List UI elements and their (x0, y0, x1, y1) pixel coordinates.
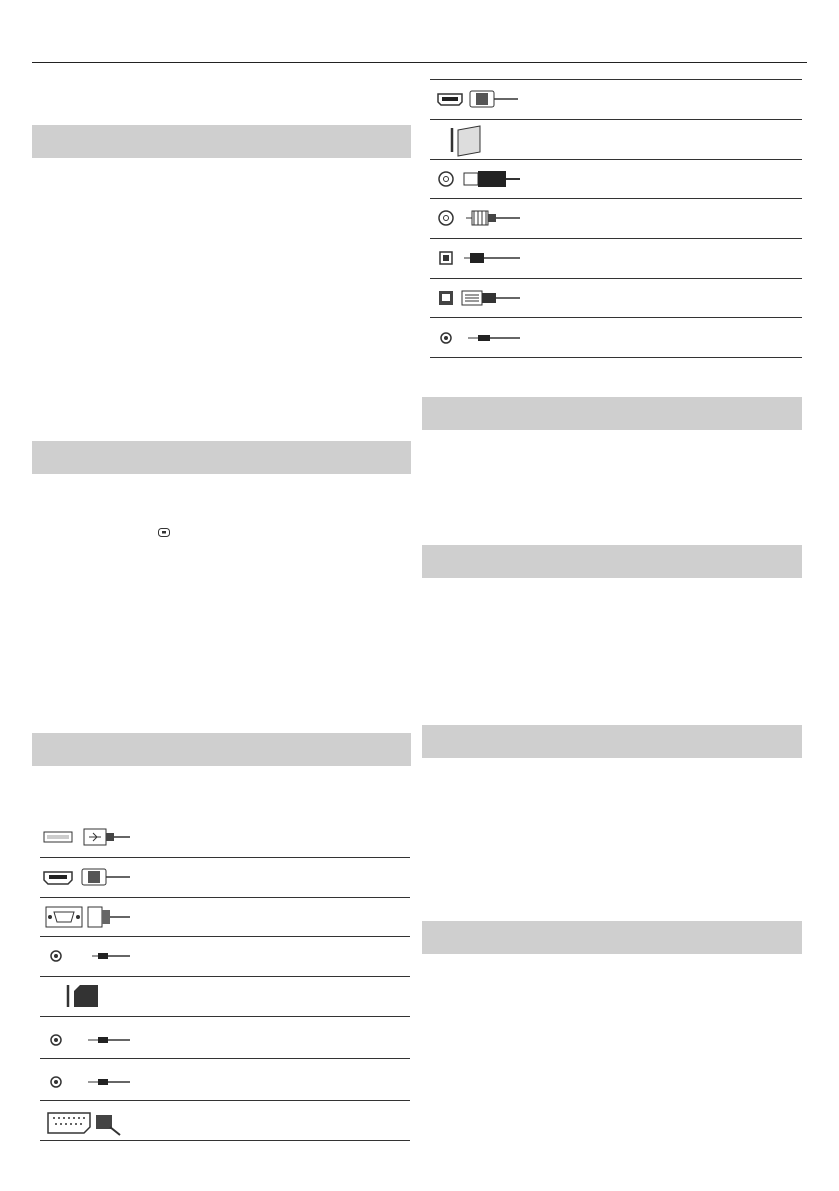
section-header-band-4 (422, 397, 802, 430)
section-header-band-3 (32, 733, 411, 766)
minijack-av-connector-icon (40, 1019, 140, 1059)
section-header-band-2 (32, 441, 411, 474)
satellite-connector-icon (430, 199, 530, 239)
minijack-ypbpr-connector-row (40, 1061, 410, 1101)
headphone-jack-connector-row (430, 318, 802, 358)
headphone-jack-connector-icon (430, 318, 530, 358)
minijack-ypbpr-connector-icon (40, 1061, 140, 1101)
section-header-band-7 (422, 921, 802, 954)
hdmi-connector-icon (40, 858, 140, 898)
ci-card-slot-row (430, 120, 802, 160)
usb-connector-row (40, 818, 410, 858)
satellite-connector-row (430, 199, 802, 239)
page-top-rule (32, 62, 807, 63)
table-divider (40, 1140, 410, 1141)
sd-card-slot-icon (40, 977, 140, 1017)
sd-card-slot-row (40, 977, 410, 1017)
antenna-connector-icon (430, 160, 530, 200)
table-divider (40, 1058, 410, 1059)
optical-audio-connector-row (430, 239, 802, 279)
section-header-band-5 (422, 545, 802, 578)
table-divider (40, 1100, 410, 1101)
table-divider (40, 1016, 410, 1017)
audio-jack-connector-icon (40, 937, 140, 977)
scart-connector-row (40, 1103, 410, 1143)
vga-connector-icon (40, 898, 140, 938)
minijack-av-connector-row (40, 1019, 410, 1059)
hdmi-connector-icon (430, 80, 530, 120)
lan-connector-icon (430, 279, 530, 319)
ci-card-slot-icon (430, 120, 530, 160)
section-header-band-6 (422, 725, 802, 758)
remote-button-icon (158, 528, 170, 537)
optical-audio-connector-icon (430, 239, 530, 279)
section-header-band-1 (32, 125, 411, 158)
hdmi-connector-row (430, 80, 802, 120)
antenna-connector-row (430, 160, 802, 200)
table-divider (430, 357, 802, 358)
usb-connector-icon (40, 818, 140, 858)
hdmi-connector-row (40, 858, 410, 898)
scart-connector-icon (40, 1103, 140, 1143)
audio-jack-connector-row (40, 937, 410, 977)
vga-connector-row (40, 898, 410, 938)
lan-connector-row (430, 279, 802, 319)
